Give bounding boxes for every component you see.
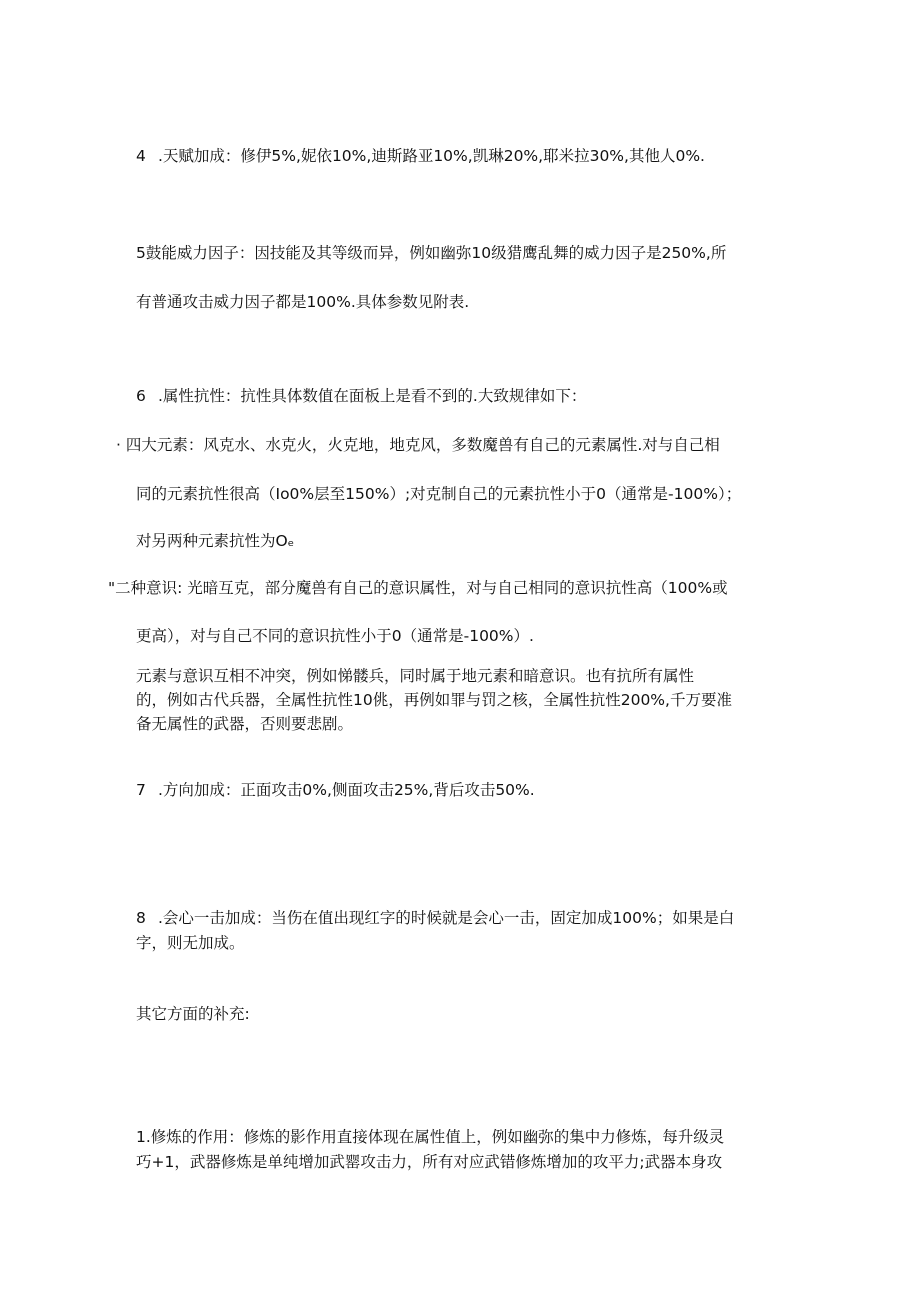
item-7	[136, 780, 535, 800]
item-8-text: .会心一击加成：当伤在值出现红字的时候就是会心一击，固定加成100%；如果是白	[158, 909, 735, 927]
item-5-line-1: 5鼓能威力因子：因技能及其等级而异，例如幽弥10级猎鹰乱舞的威力因子是250%,所	[136, 244, 727, 262]
supplement-heading: 其它方面的补充:	[136, 1005, 250, 1023]
item-8-line-2: 字，则无加成。	[136, 934, 245, 952]
item-4-number: 4	[136, 147, 146, 165]
consciousness-line-2: 更高），对与自己不同的意识抗性小于0（通常是-100%）.	[136, 627, 534, 645]
item-4	[136, 146, 705, 166]
elements-line-2: 同的元素抗性很高（Io0%层至150%）;对克制自己的元素抗性小于0（通常是-100%）；	[136, 485, 742, 503]
note-line-1: 元素与意识互相不冲突，例如悌髅兵，同时属于地元素和暗意识。也有抗所有属性	[136, 667, 695, 685]
item-5-line-2: 有普通攻击威力因子都是100%.具体参数见附表.	[136, 293, 470, 311]
note-line-3: 备无属性的武器，否则要悲剧。	[136, 715, 354, 733]
item-6-number: 6	[136, 387, 146, 405]
item-8-number: 8	[136, 909, 146, 927]
elements-line-1: · 四大元素：风克水、水克火，火克地，地克风，多数魔兽有自己的元素属性.对与自己相	[116, 436, 720, 454]
elements-line-3: 对另两种元素抗性为Oₑ	[136, 532, 295, 550]
consciousness-line-1: "二种意识: 光暗互克，部分魔兽有自己的意识属性，对与自己相同的意识抗性高（100%或	[108, 579, 728, 597]
item-8-line-1	[136, 908, 734, 928]
item-6-text: .属性抗性：抗性具体数值在面板上是看不到的.大致规律如下：	[158, 387, 587, 405]
note-line-2: 的，例如古代兵器，全属性抗性10佻，再例如罪与罚之核，全属性抗性200%,千万要准	[136, 691, 732, 709]
item-6	[136, 386, 586, 406]
item-7-text: .方向加成：正面攻击0%,侧面攻击25%,背后攻击50%.	[158, 781, 535, 799]
item-7-number: 7	[136, 781, 146, 799]
item-4-text: .天赋加成：修伊5%,妮依10%,迪斯路亚10%,凯琳20%,耶米拉30%,其他人0%.	[158, 147, 705, 165]
supplement-1-line-1: 1.修炼的作用：修炼的影作用直接体现在属性值上，例如幽弥的集中力修炼，每升级灵	[136, 1128, 725, 1146]
supplement-1-line-2: 巧+1，武器修炼是单纯增加武罂攻击力，所有对应武错修炼增加的攻平力;武器本身攻	[136, 1153, 723, 1171]
